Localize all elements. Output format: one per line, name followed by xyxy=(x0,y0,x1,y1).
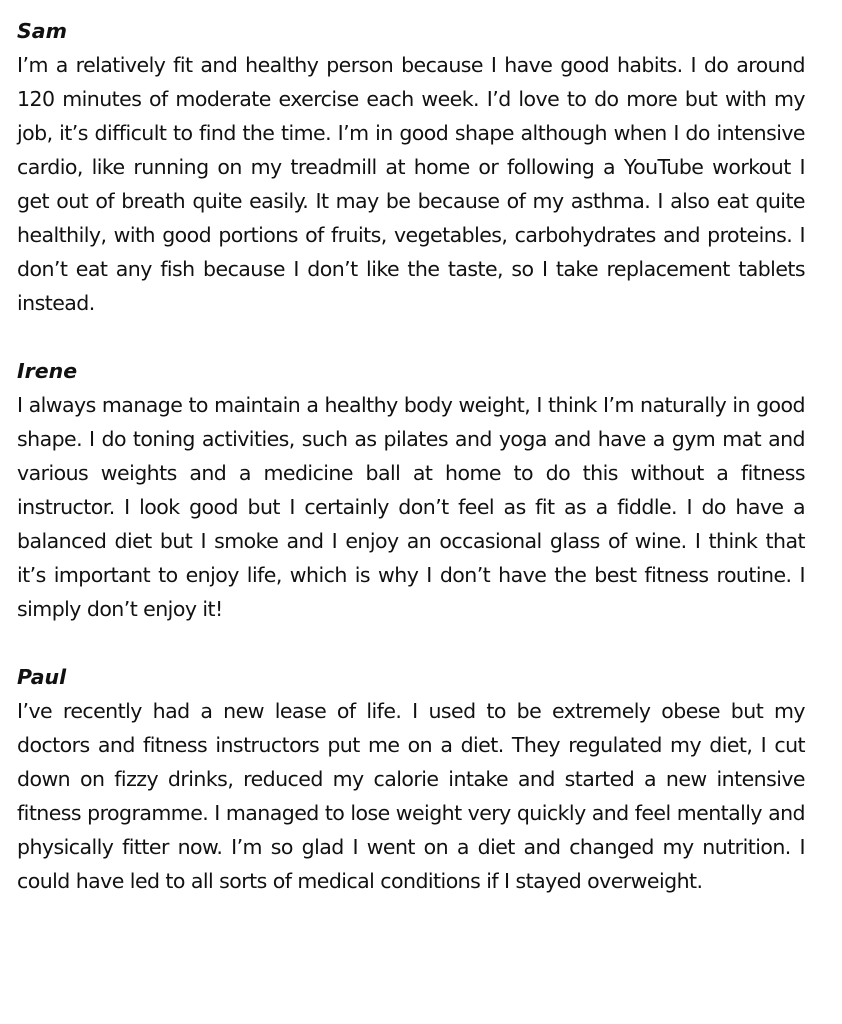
speaker-name: Paul xyxy=(17,665,67,689)
entry-sam xyxy=(17,14,805,320)
entry-irene xyxy=(17,354,805,626)
speaker-paragraph: I’m a relatively fit and healthy person because I have good habits. I do around 120 minutes of moderate exercise each week. I’d love to do more but with my job, it’s difficult to find the time. I’m in good shape although when I do intensive cardio, like running on my treadmill at home or following a YouTube workout I get out of breath quite easily. It may be because of my asthma. I also eat quite healthily, with good portions of fruits, vegetables, carbohydrates and proteins. I don’t eat any fish because I don’t like the taste, so I take replacement tablets instead. xyxy=(17,53,805,315)
speaker-name: Irene xyxy=(17,359,78,383)
document-page xyxy=(17,14,805,932)
speaker-name: Sam xyxy=(17,19,67,43)
speaker-paragraph: I’ve recently had a new lease of life. I used to be extremely obese but my doctors and fitness instructors put me on a diet. They regulated my diet, I cut down on fizzy drinks, reduced my calorie intake and started a new intensive fitness programme. I managed to lose weight very quickly and feel mentally and physically fitter now. I’m so glad I went on a diet and changed my nutrition. I could have led to all sorts of medical conditions if I stayed overweight. xyxy=(17,699,805,893)
speaker-paragraph: I always manage to maintain a healthy body weight, I think I’m naturally in good shape. I do toning activities, such as pilates and yoga and have a gym mat and various weights and a medicine ball at home to do this without a fitness instructor. I look good but I certainly don’t feel as fit as a fiddle. I do have a balanced diet but I smoke and I enjoy an occasional glass of wine. I think that it’s important to enjoy life, which is why I don’t have the best fitness routine. I simply don’t enjoy it! xyxy=(17,393,805,621)
entry-paul xyxy=(17,660,805,898)
